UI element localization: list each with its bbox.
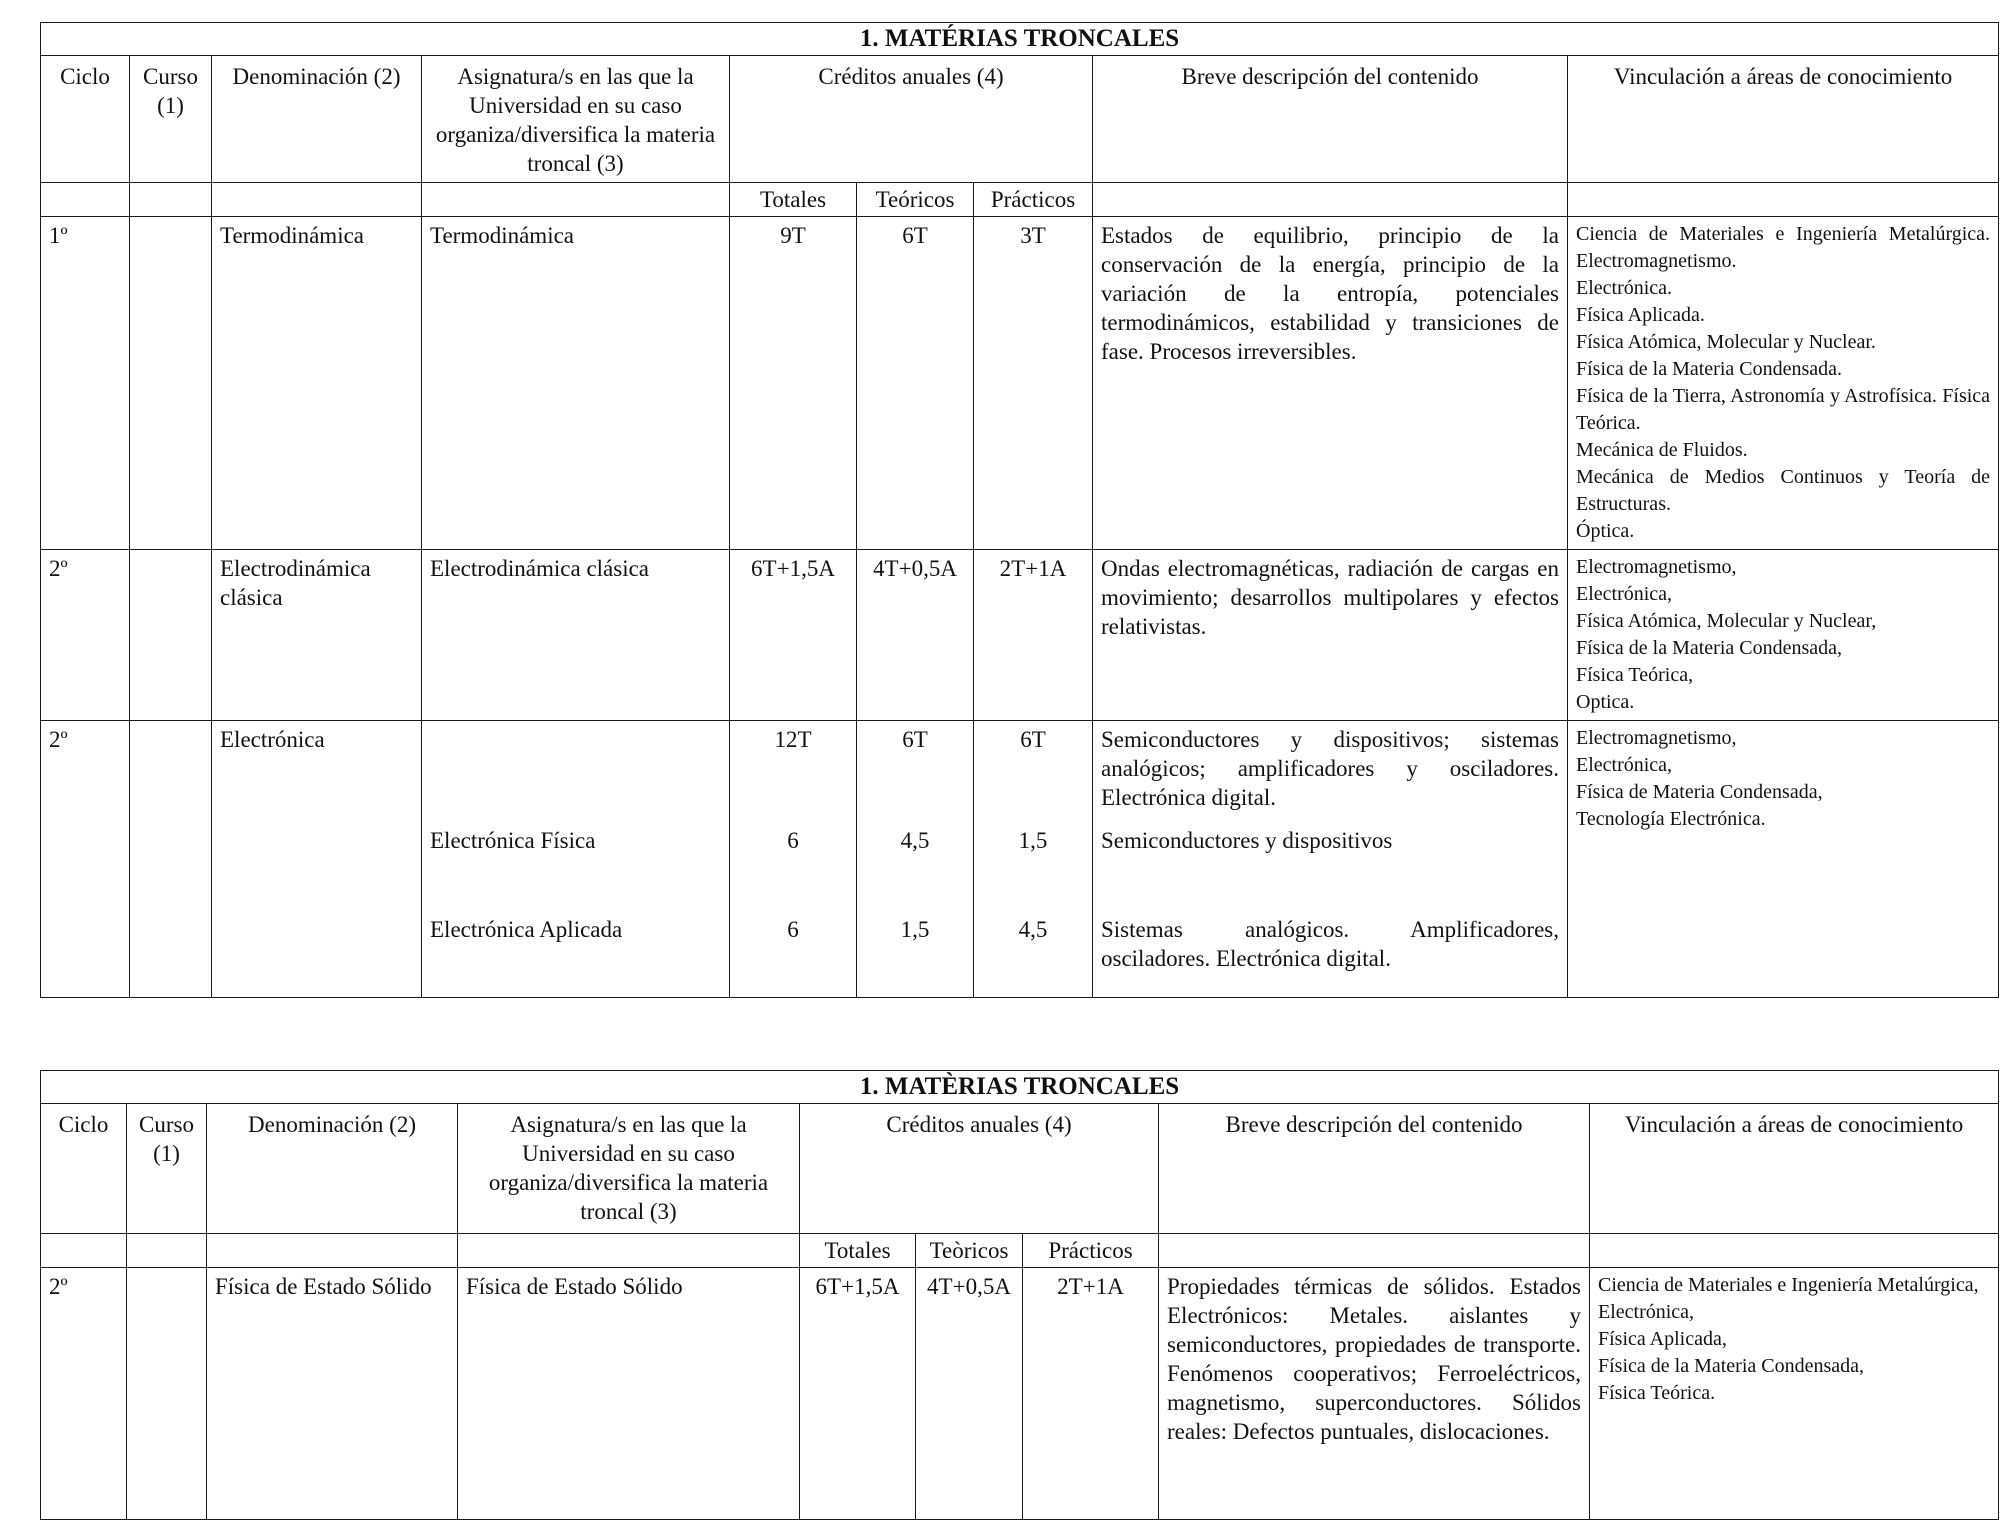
- table-row: [41, 721, 1999, 998]
- empty-cell: [41, 1234, 127, 1268]
- empty-cell: [207, 1234, 458, 1268]
- header-denominacion: Denominación (2): [207, 1104, 458, 1234]
- ciclo-cell: 2º: [41, 1268, 127, 1520]
- header-vinculacion: Vinculación a áreas de conocimiento: [1590, 1104, 1999, 1234]
- teoricos-cell: [857, 721, 974, 998]
- teoricos-sub: 4,5: [900, 828, 930, 853]
- area-item: Física Atómica, Molecular y Nuclear.: [1576, 331, 1876, 353]
- descripcion-sub: Sistemas analógicos. Amplificadores, osciladores. Electrónica digital.: [1101, 917, 1559, 971]
- area-item: Física de Materia Condensada,: [1576, 781, 1823, 803]
- denominacion-cell: Electrónica: [212, 721, 422, 998]
- practicos-main: 6T: [1020, 727, 1046, 752]
- area-item: Física de la Materia Condensada.: [1576, 358, 1843, 380]
- practicos-cell: 2T+1A: [974, 550, 1093, 721]
- totales-sub: 6: [787, 828, 799, 853]
- header-descripcion: Breve descripción del contenido: [1093, 56, 1568, 183]
- teoricos-sub: 1,5: [900, 917, 930, 942]
- totales-sub: 6: [787, 917, 799, 942]
- table-title: 1. MATÈRIAS TRONCALES: [41, 1071, 1999, 1104]
- descripcion-cell: Estados de equilibrio, principio de la conservación de la energía, principio de la variación de la entropía, potenciales termodinámicos, estabilidad y transiciones de fase. Procesos irreversibles.: [1093, 217, 1568, 550]
- curso-cell: [130, 217, 212, 550]
- header-curso: Curso (1): [127, 1104, 207, 1234]
- asignatura-main: [430, 725, 721, 826]
- teoricos-cell: 4T+0,5A: [857, 550, 974, 721]
- header-creditos: Créditos anuales (4): [730, 56, 1093, 183]
- header-curso: Curso (1): [130, 56, 212, 183]
- header-ciclo: Ciclo: [41, 56, 130, 183]
- denominacion-cell: Termodinámica: [212, 217, 422, 550]
- asignatura-cell: [422, 721, 730, 998]
- teoricos-main: 6T: [902, 727, 928, 752]
- vinculacion-cell: [1568, 721, 1999, 998]
- area-item: Mecánica de Medios Continuos y Teoría de Estructuras.: [1576, 466, 1991, 515]
- area-item: Física de la Tierra, Astronomía y Astrofísica. Física Teórica.: [1576, 385, 1991, 434]
- header-creditos: Créditos anuales (4): [800, 1104, 1159, 1234]
- table-row: [41, 550, 1999, 721]
- curso-cell: [127, 1268, 207, 1520]
- header-descripcion: Breve descripción del contenido: [1159, 1104, 1590, 1234]
- area-item: Electromagnetismo,: [1576, 727, 1737, 749]
- area-item: Optica.: [1576, 691, 1635, 713]
- descripcion-cell: [1093, 721, 1568, 998]
- ciclo-cell: 1º: [41, 217, 130, 550]
- practicos-cell: 2T+1A: [1023, 1268, 1159, 1520]
- descripcion-cell: Ondas electromagnéticas, radiación de cargas en movimiento; desarrollos multipolares y efectos relativistas.: [1093, 550, 1568, 721]
- practicos-sub: 4,5: [1018, 917, 1048, 942]
- empty-cell: [41, 183, 130, 217]
- header-ciclo: Ciclo: [41, 1104, 127, 1234]
- troncales-table-2: [40, 1070, 1999, 1520]
- header-practicos: Prácticos: [1023, 1234, 1159, 1268]
- asignatura-cell: Física de Estado Sólido: [458, 1268, 800, 1520]
- empty-cell: [458, 1234, 800, 1268]
- ciclo-cell: 2º: [41, 721, 130, 998]
- curso-cell: [130, 721, 212, 998]
- sub-asignatura: Electrónica Física: [430, 828, 596, 853]
- totales-main: 12T: [774, 727, 812, 752]
- empty-cell: [212, 183, 422, 217]
- header-denominacion: Denominación (2): [212, 56, 422, 183]
- area-item: Mecánica de Fluidos.: [1576, 439, 1748, 461]
- curso-cell: [130, 550, 212, 721]
- empty-cell: [127, 1234, 207, 1268]
- denominacion-cell: Física de Estado Sólido: [207, 1268, 458, 1520]
- teoricos-cell: 6T: [857, 217, 974, 550]
- header-asignaturas: Asignatura/s en las que la Universidad en su caso organiza/diversifica la materia troncal (3): [422, 56, 730, 183]
- header-totales: Totales: [800, 1234, 916, 1268]
- troncales-table-1: [40, 22, 1999, 998]
- header-vinculacion: Vinculación a áreas de conocimiento: [1568, 56, 1999, 183]
- area-item: Física de la Materia Condensada,: [1598, 1355, 1865, 1377]
- asignatura-cell: Termodinámica: [422, 217, 730, 550]
- area-item: Electrónica,: [1576, 754, 1673, 776]
- totales-cell: 6T+1,5A: [800, 1268, 916, 1520]
- empty-cell: [1590, 1234, 1999, 1268]
- area-item: Electrónica.: [1576, 277, 1673, 299]
- totales-cell: 6T+1,5A: [730, 550, 857, 721]
- area-item: Física Teórica.: [1598, 1382, 1716, 1404]
- table-title: 1. MATÉRIAS TRONCALES: [41, 23, 1999, 56]
- area-item: Tecnología Electrónica.: [1576, 808, 1766, 830]
- ciclo-cell: 2º: [41, 550, 130, 721]
- sub-asignatura: Electrónica Aplicada: [430, 917, 623, 942]
- area-item: Electrónica,: [1576, 583, 1673, 605]
- table-row: [41, 217, 1999, 550]
- teoricos-cell: 4T+0,5A: [916, 1268, 1023, 1520]
- header-teoricos: Teóricos: [857, 183, 974, 217]
- area-item: Ciencia de Materiales e Ingeniería Metalúrgica, Electrónica,: [1598, 1274, 1979, 1323]
- practicos-cell: [974, 721, 1093, 998]
- area-item: Física Teórica,: [1576, 664, 1694, 686]
- empty-cell: [422, 183, 730, 217]
- practicos-cell: 3T: [974, 217, 1093, 550]
- area-item: Física Aplicada.: [1576, 304, 1705, 326]
- descripcion-sub: Semiconductores y dispositivos: [1101, 828, 1393, 853]
- vinculacion-cell: [1568, 550, 1999, 721]
- area-item: Óptica.: [1576, 520, 1635, 542]
- empty-cell: [130, 183, 212, 217]
- header-totales: Totales: [730, 183, 857, 217]
- denominacion-cell: Electrodinámica clásica: [212, 550, 422, 721]
- totales-cell: 9T: [730, 217, 857, 550]
- vinculacion-cell: [1590, 1268, 1999, 1520]
- empty-cell: [1159, 1234, 1590, 1268]
- empty-cell: [1568, 183, 1999, 217]
- header-teoricos: Teòricos: [916, 1234, 1023, 1268]
- header-practicos: Prácticos: [974, 183, 1093, 217]
- area-item: Física Aplicada,: [1598, 1328, 1727, 1350]
- practicos-sub: 1,5: [1018, 828, 1048, 853]
- area-item: Física Atómica, Molecular y Nuclear,: [1576, 610, 1877, 632]
- table-row: [41, 1268, 1999, 1520]
- totales-cell: [730, 721, 857, 998]
- descripcion-cell: Propiedades térmicas de sólidos. Estados Electrónicos: Metales. aislantes y semiconductores, propiedades de transporte. Fenómenos cooperativos; Ferroeléctricos, magnetismo, superconductores. Sólidos reales: Defectos puntuales, dislocaciones.: [1159, 1268, 1590, 1520]
- descripcion-main: Semiconductores y dispositivos; sistemas analógicos; amplificadores y osciladores. Electrónica digital.: [1101, 727, 1559, 810]
- vinculacion-cell: [1568, 217, 1999, 550]
- area-item: Física de la Materia Condensada,: [1576, 637, 1843, 659]
- asignatura-cell: Electrodinámica clásica: [422, 550, 730, 721]
- empty-cell: [1093, 183, 1568, 217]
- header-asignaturas: Asignatura/s en las que la Universidad en su caso organiza/diversifica la materia troncal (3): [458, 1104, 800, 1234]
- area-item: Electromagnetismo,: [1576, 556, 1737, 578]
- area-item: Ciencia de Materiales e Ingeniería Metalúrgica. Electromagnetismo.: [1576, 223, 1991, 272]
